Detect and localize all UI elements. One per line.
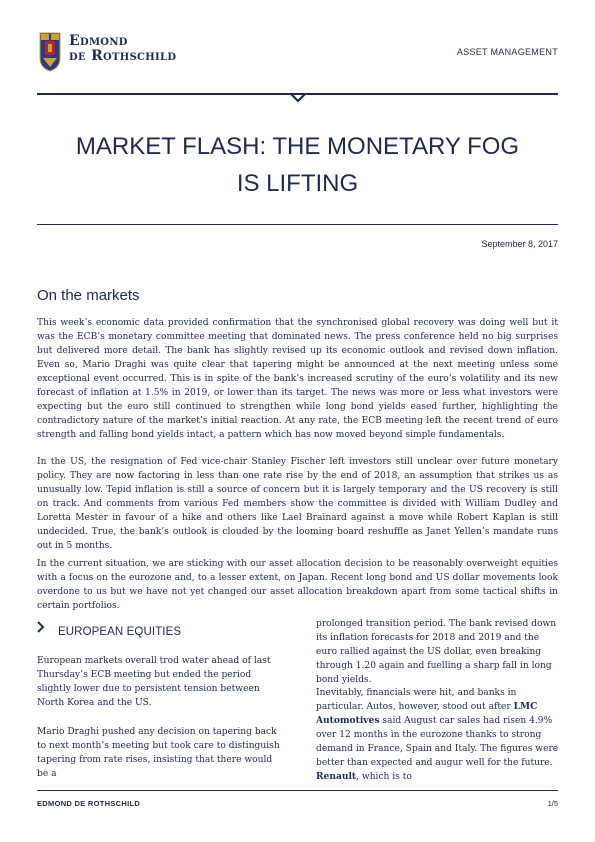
equities-heading: EUROPEAN EQUITIES — [58, 626, 182, 638]
markets-heading: On the markets — [37, 287, 140, 304]
equities-left-paragraph-2: Mario Draghi pushed any decision on tapering back to next month’s meeting but took care to distinguish tapering from rate rises, insisting that there would be a — [37, 727, 280, 779]
title-divider — [37, 224, 558, 225]
publication-date: September 8, 2017 — [481, 239, 558, 249]
page-number: 1/5 — [547, 799, 558, 808]
section-label: ASSET MANAGEMENT — [456, 47, 558, 57]
footer-divider — [37, 790, 558, 791]
equities-text-a: Inevitably, financials were hit, and banks in particular. Autos, however, stood out after — [316, 688, 517, 712]
markets-paragraph-3: In the current situation, we are sticking with our asset allocation decision to be reasonably overweight equities with a focus on the eurozone and, to a lesser extent, on Japan. Recent long bond and US dollar movements look overdone to us but we have not yet changed our asset allocation breakdown apart from some tactical shifts in certain portfolios. — [37, 559, 558, 611]
brand-name — [69, 34, 176, 64]
chevron-down-icon — [290, 93, 306, 103]
title-line-2: IS LIFTING — [236, 170, 359, 197]
title-line-1: MARKET FLASH: THE MONETARY FOG — [75, 133, 520, 160]
markets-paragraph-1: This week’s economic data provided confirmation that the synchronised global recovery was doing well but it was the ECB’s monetary committee meeting that dominated news. The press conference held no big surprises but delivered more detail. The bank has slightly revised up its economic outlook and revised down inflation. Even so, Mario Draghi was quite clear that tapering might be announced at the next meeting unless some exceptional event occurred. This is in spite of the bank’s increased scrutiny of the euro’s volatility and its new forecast of inflation at 1.5% in 2019, or lower than its target. The news was more or less what investors were expecting but the euro still continued to strengthen while long bond yields eased further, highlighting the contradictory nature of the market’s initial reaction. At any rate, the ECB meeting left the recent trend of euro strength and falling bond yields intact, a pattern which has now moved beyond simple fundamentals. — [37, 318, 558, 440]
footer-brand: EDMOND DE ROTHSCHILD — [37, 799, 141, 808]
equities-text-b: said August car sales had risen 4.9% over 12 months in the eurozone thanks to strong demand in France, Spain and Italy. The figures were better than expected and augur well for the future. — [316, 716, 559, 768]
brand-lmc: LMC Automotives — [316, 701, 538, 726]
company-logo — [39, 32, 199, 76]
equities-left-paragraph-1: European markets overall trod water ahead of last Thursday’s ECB meeting but ended the period slightly lower due to persistent tension between North Korea and the US. — [37, 656, 271, 708]
equities-text-c: , which is to — [356, 772, 412, 782]
equities-right-paragraph-1: prolonged transition period. The bank revised down its inflation forecasts for 2018 and 2019 and the euro rallied against the US dollar, even breaking through 1.20 again and fuelling a sharp fall in long bond yields. — [316, 619, 557, 685]
brand-renault: Renault — [316, 771, 357, 782]
equities-right-paragraph-2 — [316, 686, 559, 784]
page-title — [37, 128, 558, 202]
chevron-right-icon — [37, 621, 45, 633]
brand-line-2: de Rothschild — [69, 48, 177, 64]
markets-paragraph-2: In the US, the resignation of Fed vice-chair Stanley Fischer left investors still unclear over future monetary policy. They are now factoring in less than one rate rise by the end of 2018, an assumption that strikes us as unusually low. Tepid inflation is still a source of concern but it is largely temporary and the US recovery is still on track. And comments from various Fed members show the committee is divided with William Dudley and Loretta Mester in favour of a hike and others like Lael Brainard against a move while Robert Kaplan is still undecided. True, the bank’s outlook is clouded by the looming board reshuffle as Janet Yellen’s mandate runs out in 5 months. — [37, 457, 558, 551]
brand-line-1: Edmond — [69, 33, 128, 49]
shield-icon — [39, 32, 61, 72]
